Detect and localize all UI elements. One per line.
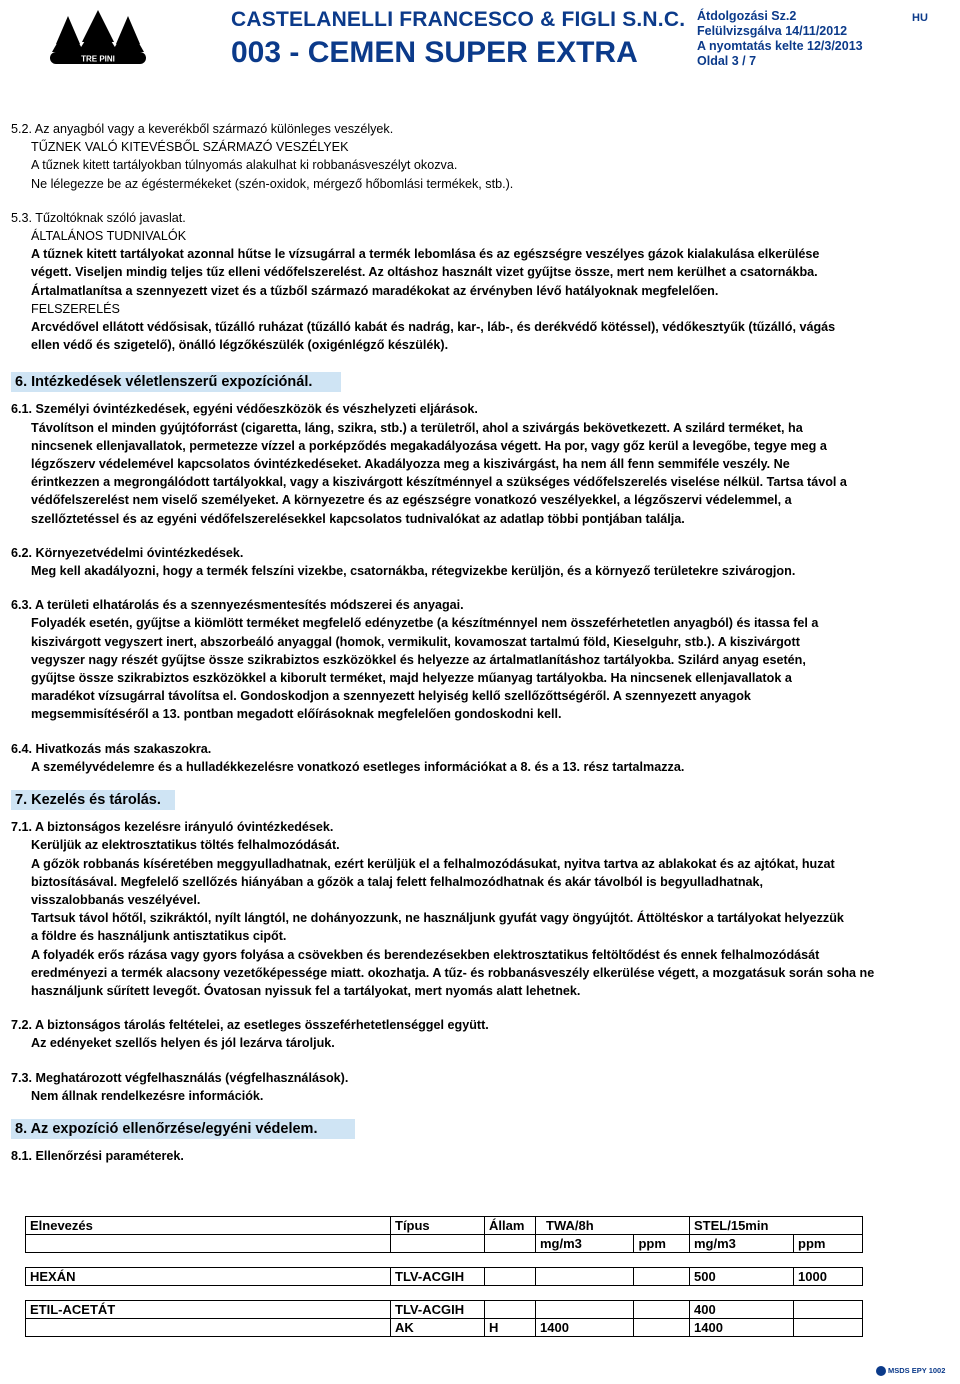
text-line: Meg kell akadályozni, hogy a termék felszíni vizekbe, csatornákba, rétegvizekbe kerüljön, és a környező területekre szivárogjon. (31, 564, 796, 579)
text-line: nincsenek ellenjavallatok, permetezze vízzel a porképződés megakadályozása végett. Ha por, vagy gőz kerül a levegőbe, tegye meg a (31, 438, 827, 453)
table-cell (794, 1319, 863, 1337)
product-name: 003 - CEMEN SUPER EXTRA (231, 36, 638, 69)
text-fragment: okozhatja. A tűz- és robbanásveszély elkerülése végett, a mozgatásuk során soha ne (367, 965, 875, 980)
section-5-2-title: 5.2. Az anyagból vagy a keverékből származó különleges veszélyek. (11, 122, 394, 136)
text-line: vegyszer nagy részét gyűjtse össze szikrabiztos eszközökkel és helyezze az ártalmatlanításhoz tartályokba. Szilárd anyag esetén, (31, 652, 806, 667)
table-cell (26, 1319, 391, 1337)
section-6-heading: 6. Intézkedések véletlenszerű expozíciónál. (11, 372, 341, 392)
text-line: A tűznek kitett tartályokban túlnyomás alakulhat ki robbanásveszélyt okozva. (31, 158, 458, 173)
table-cell: HEXÁN (26, 1268, 391, 1286)
table-row (26, 1319, 863, 1337)
revision-number: Átdolgozási Sz.2 (697, 9, 797, 23)
text-fragment: eredményezi a termék alacsony vezetőképessége miatt. (31, 965, 365, 980)
text-line: TŰZNEK VALÓ KITEVÉSBŐL SZÁRMAZÓ VESZÉLYEK (31, 140, 349, 155)
section-6-1-title: 6.1. Személyi óvintézkedések, egyéni védőeszközök és vészhelyzeti eljárások. (11, 402, 478, 417)
document-meta (697, 9, 863, 69)
text-line: Folyadék esetén, gyűjtse a kiömlött terméket megfelelő edényzetbe (a készítménnyel nem összeférhetetlen anyagból) és itassa fel a (31, 616, 819, 631)
text-line: Arcvédővel ellátott védősisak, tűzálló ruházat (tűzálló kabát és nadrág, kar-, láb-, és derékvédő kötéssel), védőkesztyűk (tűzálló, vágás (31, 320, 836, 335)
text-line: szellőztetéssel és az egyéni védőfelszerelésekkel kapcsolatos tudnivalókat az adatlap többi pontjában találja. (31, 511, 685, 526)
text-line: Ne lélegezze be az égéstermékeket (szén-oxidok, mérgező hőbomlási termékek, stb.). (31, 176, 514, 191)
section-7-1-title: 7.1. A biztonságos kezelésre irányuló óvintézkedések. (11, 820, 334, 835)
text-line: a földre és használjunk antisztatikus cipőt. (31, 929, 287, 944)
table-cell: 500 (690, 1268, 794, 1286)
section-7-2-title: 7.2. A biztonságos tárolás feltételei, az esetleges összeférhetetlenséggel együtt. (11, 1018, 489, 1033)
table-header-row (26, 1217, 863, 1235)
text-line: A tűznek kitett tartályokat azonnal hűtse le vízsugárral a termék lebomlása és az egészségre veszélyes gázok kialakulása elkerülése (31, 247, 820, 262)
exposure-limits-table (25, 1216, 863, 1337)
print-date: A nyomtatás kelte 12/3/2013 (697, 39, 863, 53)
table-cell (634, 1319, 690, 1337)
table-cell: mg/m3 (536, 1235, 634, 1253)
footer-code: MSDS EPY 1002 (888, 1366, 946, 1375)
table-cell: TLV-ACGIH (391, 1268, 485, 1286)
table-cell: 1400 (690, 1319, 794, 1337)
section-8-heading: 8. Az expozíció ellenőrzése/egyéni védelem. (11, 1119, 355, 1139)
table-cell: mg/m3 (690, 1235, 794, 1253)
text-line (11, 964, 951, 982)
table-cell: ETIL-ACETÁT (26, 1301, 391, 1319)
text-line: védőfelszerelést nem viselő személyeket. A környezetre és az egészségre vonatkozó veszélyekkel, a légzőszervi védelemmel, a (31, 493, 792, 508)
text-line: ellen védő és szigetelő), önálló légzőkészülék (oxigénlégző készülék). (31, 338, 449, 353)
table-cell (794, 1301, 863, 1319)
review-date: Felülvizsgálva 14/11/2012 (697, 24, 848, 38)
text-line: visszalobbanás veszélyével. (31, 892, 201, 907)
text-line: maradékot vízsugárral távolítsa el. Gondoskodjon a szennyezett helyiség kellő szellőzőttségéről. A szennyezett anyagok (31, 689, 751, 704)
section-5-3-title: 5.3. Tűzoltóknak szóló javaslat. (11, 210, 186, 225)
text-line: kiszivárgott vegyszert inert, abszorbeáló anyaggal (homok, vermikulit, kovamoszat tartalmú föld, Kieselguhr, stb.). A kiszivárgott (31, 634, 800, 649)
text-line: használjunk sűrített levegőt. Óvatosan nyissuk fel a tartályokat, mert nyomás alatt lehetnek. (31, 983, 581, 998)
table-cell (485, 1235, 536, 1253)
table-header-cell: Állam (485, 1217, 536, 1235)
table-header-cell: Elnevezés (26, 1217, 391, 1235)
page-number: Oldal 3 / 7 (697, 54, 757, 68)
section-6-4-title: 6.4. Hivatkozás más szakaszokra. (11, 741, 212, 756)
table-cell (485, 1301, 536, 1319)
language-code: HU (912, 12, 928, 24)
table-cell (485, 1268, 536, 1286)
table-cell: 1400 (536, 1319, 634, 1337)
text-line: A személyvédelemre és a hulladékkezelésre vonatkozó esetleges információkat a 8. és a 13. rész tartalmazza. (31, 759, 685, 774)
table-cell (634, 1268, 690, 1286)
text-line: Nem állnak rendelkezésre információk. (31, 1088, 264, 1103)
text-line: A folyadék erős rázása vagy gyors folyása a csövekben és berendezésekben elektrosztatikus feltöltődést és ennek felhalmozódását (31, 947, 820, 962)
table-cell: TLV-ACGIH (391, 1301, 485, 1319)
text-line: gyűjtse össze szikrabiztos eszközökkel a kiborult terméket, majd helyezze műanyag tartályokba. Ha nincsenek ellenjavallatok a (31, 671, 792, 686)
table-header-cell: STEL/15min (690, 1217, 863, 1235)
logo-text: TRE PINI (81, 54, 115, 64)
table-cell: ppm (794, 1235, 863, 1253)
table-cell: ppm (634, 1235, 690, 1253)
table-header-cell: TWA/8h (536, 1217, 690, 1235)
footer (876, 1366, 945, 1376)
section-6-2-title: 6.2. Környezetvédelmi óvintézkedések. (11, 545, 244, 560)
text-line: légzőszerv védelemével kapcsolatos óvintézkedéseket. Akadályozza meg a kiszivárgást, ha nem áll fenn semmiféle veszély. Ne (31, 457, 790, 472)
table-cell (634, 1301, 690, 1319)
table-cell: 1000 (794, 1268, 863, 1286)
table-cell (26, 1235, 391, 1253)
table-cell: 400 (690, 1301, 794, 1319)
table-header-cell: Típus (391, 1217, 485, 1235)
text-line: Távolítson el minden gyújtóforrást (cigaretta, láng, szikra, stb.) a területről, ahol a szivárgás bekövetkezett. A szilárd terméket, ha (31, 420, 803, 435)
text-line: biztosításával. Megfelelő szellőzés hiányában a gőzök a talaj felett felhalmozódhatnak és akár távolból is begyulladhatnak, (31, 874, 764, 889)
text-line: megsemmisítéséről a 13. pontban megadott előírásoknak megfelelően gondoskodni kell. (31, 707, 562, 722)
table-cell: AK (391, 1319, 485, 1337)
table-row (26, 1301, 863, 1319)
text-line: végett. Viseljen mindig teljes tűz elleni védőfelszerelést. Az oltáshoz használt vizet gyűjtse össze, mert nem kerülhet a csatornákba. (31, 265, 818, 280)
text-line: A gőzök robbanás kíséretében meggyulladhatnak, ezért kerüljük el a felhalmozódásukat, nyitva tartva az ablakokat és az ajtókat, huzat (31, 856, 835, 871)
section-7-3-title: 7.3. Meghatározott végfelhasználás (végfelhasználások). (11, 1070, 349, 1085)
text-line: Az edényeket szellős helyen és jól lezárva tároljuk. (31, 1036, 335, 1051)
company-name: CASTELANELLI FRANCESCO & FIGLI S.N.C. (231, 8, 686, 31)
text-line: Tartsuk távol hőtől, szikráktól, nyílt lángtól, ne dohányozzunk, ne használjunk gyufát vagy öngyújtót. Áttöltéskor a tartályokat helyezzük (31, 911, 844, 926)
table-cell (536, 1301, 634, 1319)
section-7-heading: 7. Kezelés és tárolás. (11, 790, 175, 810)
table-cell (391, 1235, 485, 1253)
text-line: Kerüljük az elektrosztatikus töltés felhalmozódását. (31, 838, 340, 853)
subheading: FELSZERELÉS (31, 301, 120, 316)
section-6-3-title: 6.3. A területi elhatárolás és a szennyezésmentesítés módszerei és anyagai. (11, 598, 464, 613)
text-line: érintkezzen a megrongálódott tartályokkal, vagy a kiszivárgott készítménnyel a szükséges védőfelszerelés viselése nélkül. Tartsa távol a (31, 475, 847, 490)
table-cell: H (485, 1319, 536, 1337)
section-8-1-title: 8.1. Ellenőrzési paraméterek. (11, 1148, 184, 1163)
table-cell (536, 1268, 634, 1286)
subheading: ÁLTALÁNOS TUDNIVALÓK (31, 229, 187, 244)
table-unit-row (26, 1235, 863, 1253)
table-row (26, 1268, 863, 1286)
company-logo (48, 8, 148, 68)
msds-logo-icon (876, 1366, 886, 1376)
document-body (11, 120, 951, 1165)
text-line: Ártalmatlanítsa a szennyezett vizet és a tűzből származó maradékokat az érvényben lévő hatályoknak megfelelően. (31, 283, 719, 298)
pine-trees-logo-icon (48, 8, 148, 68)
